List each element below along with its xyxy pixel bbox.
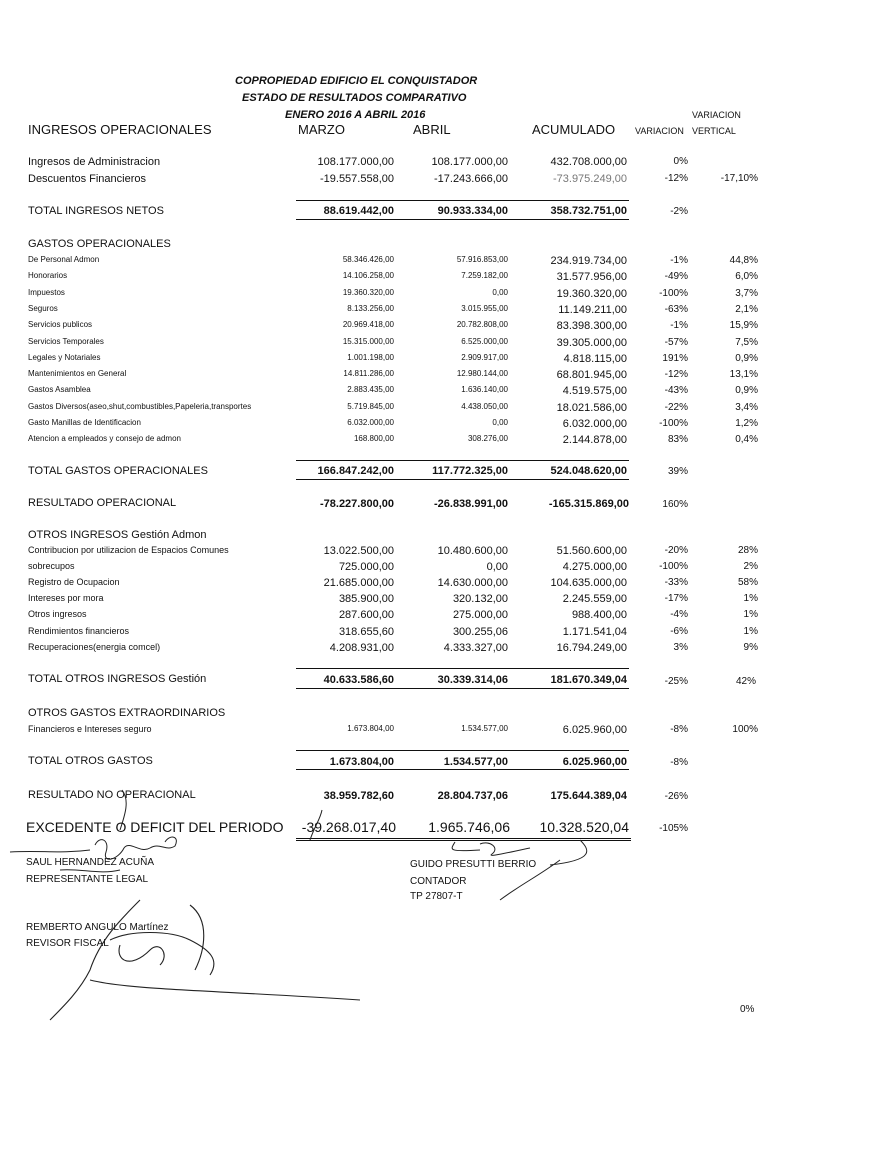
otros-gastos-row-acumulado: 6.025.960,00	[562, 724, 627, 736]
gastos-row-variacion: -49%	[664, 271, 688, 283]
variacion-top-label: VARIACION	[692, 110, 741, 120]
otros-ingresos-row-vertical: 58%	[737, 577, 758, 589]
otros-ingresos-row-acumulado: 51.560.600,00	[556, 545, 627, 557]
gastos-row-abril: 6.525.000,00	[461, 336, 508, 346]
total-ingresos-abril: 90.933.334,00	[437, 205, 508, 217]
footer-percentage: 0%	[740, 1004, 755, 1015]
otros-ingresos-row-acumulado: 16.794.249,00	[556, 641, 627, 654]
excedente-label: EXCEDENTE O DEFICIT DEL PERIODO	[26, 819, 284, 835]
gastos-row-marzo: 14.106.258,00	[342, 271, 394, 281]
report-title: ESTADO DE RESULTADOS COMPARATIVO	[242, 92, 467, 104]
gastos-row-marzo: 6.032.000,00	[347, 418, 394, 427]
resultado-no-op-acum: 175.644.389,04	[550, 790, 627, 802]
total-otros-ingresos-var: -25%	[664, 676, 688, 687]
gastos-row-acumulado: 39.305.000,00	[556, 336, 627, 349]
otros-gastos-row-marzo: 1.673.804,00	[347, 724, 394, 733]
otros-ingresos-row-vertical: 9%	[743, 641, 758, 653]
ingresos-row-acumulado: -73.975.249,00	[552, 173, 627, 185]
gastos-row-marzo: 5.719.845,00	[347, 401, 394, 411]
excedente-abril: 1.965.746,06	[428, 819, 510, 835]
otros-ingresos-row-vertical: 1%	[743, 593, 758, 605]
excedente-acum: 10.328.520,04	[539, 819, 629, 835]
excedente-marzo: -39.268.017,40	[301, 819, 396, 835]
otros-ingresos-row-variacion: -4%	[670, 609, 688, 621]
otros-ingresos-row-vertical: 2%	[743, 561, 758, 573]
gastos-row-label: Impuestos	[28, 287, 65, 297]
otros-gastos-row-variacion: -8%	[670, 724, 688, 735]
total-ingresos-label: TOTAL INGRESOS NETOS	[28, 205, 164, 217]
gastos-row-acumulado: 18.021.586,00	[556, 401, 627, 414]
gastos-row-label: Seguros	[28, 303, 58, 313]
otros-ingresos-row-variacion: -6%	[670, 625, 688, 637]
gastos-row-label: Mantenimientos en General	[28, 369, 127, 379]
gastos-row-abril: 20.782.808,00	[456, 320, 508, 330]
gastos-row-variacion: 191%	[662, 352, 688, 364]
rep-legal-name: SAUL HERNANDEZ ACUÑA	[26, 857, 154, 868]
section-otros-ingresos-title: OTROS INGRESOS Gestión Admon	[28, 529, 207, 541]
otros-ingresos-row-abril: 14.630.000,00	[437, 577, 508, 590]
gastos-row-marzo: 58.346.426,00	[342, 255, 394, 264]
otros-ingresos-row-acumulado: 104.635.000,00	[550, 577, 627, 590]
gastos-row-label: Atencion a empleados y consejo de admon	[28, 434, 181, 444]
ingresos-row-label: Ingresos de Administracion	[28, 156, 161, 168]
otros-ingresos-row-label: Registro de Ocupacion	[28, 577, 120, 588]
gastos-row-vertical: 1,2%	[735, 418, 758, 429]
gastos-row-vertical: 0,4%	[735, 434, 758, 446]
revisor-name: REMBERTO ANGULO Martínez	[26, 922, 169, 933]
otros-ingresos-row-variacion: -20%	[664, 545, 688, 556]
gastos-row-abril: 308.276,00	[467, 434, 508, 444]
total-ingresos-var: -2%	[670, 206, 688, 217]
section-otros-gastos-title: OTROS GASTOS EXTRAORDINARIOS	[28, 707, 226, 719]
otros-gastos-row-label: Financieros e Intereses seguro	[28, 724, 152, 734]
rep-legal-role: REPRESENTANTE LEGAL	[26, 874, 149, 885]
otros-ingresos-row-marzo: 385.900,00	[338, 593, 394, 606]
gastos-row-acumulado: 4.519.575,00	[562, 385, 627, 398]
otros-gastos-row-abril: 1.534.577,00	[461, 724, 508, 733]
gastos-row-variacion: 83%	[667, 434, 688, 446]
gastos-row-acumulado: 68.801.945,00	[556, 369, 627, 382]
gastos-row-vertical: 6,0%	[735, 271, 758, 283]
gastos-row-vertical: 44,8%	[729, 255, 758, 266]
otros-ingresos-row-variacion: -100%	[659, 561, 688, 573]
otros-ingresos-row-abril: 320.132,00	[452, 593, 508, 606]
ingresos-row-variacion: -12%	[664, 173, 688, 184]
total-ingresos-marzo: 88.619.442,00	[323, 205, 394, 217]
resultado-op-var: 160%	[662, 499, 688, 510]
otros-ingresos-row-marzo: 13.022.500,00	[323, 545, 394, 557]
ingresos-row-acumulado: 432.708.000,00	[550, 156, 627, 168]
gastos-row-vertical: 13,1%	[729, 369, 758, 381]
col-vertical: VERTICAL	[692, 126, 736, 136]
otros-ingresos-row-abril: 0,00	[486, 561, 508, 574]
otros-ingresos-row-variacion: 3%	[673, 641, 688, 653]
gastos-row-acumulado: 234.919.734,00	[550, 255, 627, 267]
total-otros-ingresos-abril: 30.339.314,06	[437, 674, 508, 686]
gastos-row-label: De Personal Admon	[28, 255, 100, 264]
gastos-row-variacion: -57%	[664, 336, 688, 348]
total-otros-ingresos-vert: 42%	[735, 676, 756, 687]
otros-ingresos-row-marzo: 725.000,00	[338, 561, 394, 574]
gastos-row-vertical: 15,9%	[729, 320, 758, 332]
gastos-row-marzo: 14.811.286,00	[343, 369, 394, 379]
otros-ingresos-row-vertical: 1%	[743, 625, 758, 637]
revisor-signature	[10, 880, 370, 1030]
contador-role: CONTADOR	[410, 876, 467, 887]
total-otros-ingresos-marzo: 40.633.586,60	[323, 674, 394, 686]
gastos-row-abril: 0,00	[492, 287, 508, 297]
section-ingresos-header: INGRESOS OPERACIONALES	[28, 122, 212, 137]
total-otros-gastos-label: TOTAL OTROS GASTOS	[28, 755, 153, 767]
otros-ingresos-row-marzo: 21.685.000,00	[323, 577, 394, 590]
gastos-row-acumulado: 6.032.000,00	[562, 418, 627, 430]
gastos-row-marzo: 19.360.320,00	[342, 287, 394, 297]
contador-signature	[420, 830, 620, 910]
ingresos-row-variacion: 0%	[673, 156, 688, 167]
otros-ingresos-row-marzo: 318.655,60	[338, 625, 394, 638]
gastos-row-marzo: 2.883.435,00	[347, 385, 394, 395]
resultado-op-acum: -165.315.869,00	[548, 498, 629, 510]
gastos-row-abril: 0,00	[492, 418, 508, 427]
ingresos-row-marzo: 108.177.000,00	[317, 156, 394, 168]
resultado-op-abril: -26.838.991,00	[433, 498, 508, 510]
total-otros-ingresos-label: TOTAL OTROS INGRESOS Gestión	[28, 673, 207, 685]
gastos-row-marzo: 20.969.418,00	[342, 320, 394, 330]
section-gastos-title: GASTOS OPERACIONALES	[28, 238, 171, 250]
gastos-row-marzo: 15.315.000,00	[342, 336, 394, 346]
gastos-row-acumulado: 2.144.878,00	[562, 434, 627, 447]
otros-ingresos-row-acumulado: 2.245.559,00	[562, 593, 627, 606]
gastos-row-acumulado: 31.577.956,00	[556, 271, 627, 284]
gastos-row-acumulado: 11.149.211,00	[558, 303, 627, 316]
total-gastos-acum: 524.048.620,00	[550, 465, 627, 477]
gastos-row-label: Gasto Manillas de Identificacion	[28, 418, 141, 427]
gastos-row-variacion: -63%	[664, 303, 688, 315]
gastos-row-vertical: 2,1%	[735, 303, 758, 315]
total-otros-gastos-abril: 1.534.577,00	[443, 756, 508, 768]
excedente-var: -105%	[659, 823, 688, 834]
col-abril: ABRIL	[413, 122, 451, 137]
gastos-row-label: Servicios publicos	[28, 320, 93, 330]
gastos-row-marzo: 168.800,00	[353, 434, 394, 444]
otros-ingresos-row-marzo: 287.600,00	[338, 609, 394, 622]
gastos-row-abril: 1.636.140,00	[461, 385, 508, 395]
total-gastos-abril: 117.772.325,00	[432, 465, 508, 477]
gastos-row-variacion: -22%	[664, 401, 688, 413]
gastos-row-marzo: 8.133.256,00	[347, 303, 394, 313]
total-otros-gastos-marzo: 1.673.804,00	[329, 756, 394, 768]
gastos-row-variacion: -12%	[664, 369, 688, 381]
otros-ingresos-row-abril: 10.480.600,00	[437, 545, 508, 557]
col-marzo: MARZO	[298, 122, 345, 137]
total-gastos-marzo: 166.847.242,00	[317, 465, 394, 477]
col-acumulado: ACUMULADO	[532, 122, 616, 137]
gastos-row-variacion: -100%	[659, 287, 688, 299]
gastos-row-label: Legales y Notariales	[28, 352, 101, 362]
otros-ingresos-row-label: Recuperaciones(energia comcel)	[28, 641, 161, 652]
ingresos-row-abril: -17.243.666,00	[433, 173, 508, 185]
otros-ingresos-row-label: Otros ingresos	[28, 609, 87, 620]
gastos-row-vertical: 0,9%	[735, 352, 758, 364]
gastos-row-abril: 2.909.917,00	[461, 352, 508, 362]
gastos-row-vertical: 3,4%	[735, 401, 758, 413]
gastos-row-vertical: 0,9%	[735, 385, 758, 397]
gastos-row-variacion: -1%	[670, 255, 688, 266]
total-gastos-label: TOTAL GASTOS OPERACIONALES	[28, 465, 208, 477]
otros-ingresos-row-acumulado: 4.275.000,00	[562, 561, 627, 574]
otros-ingresos-row-abril: 275.000,00	[452, 609, 508, 622]
otros-ingresos-row-abril: 300.255,06	[452, 625, 508, 638]
total-otros-gastos-var: -8%	[670, 757, 688, 768]
col-variacion: VARIACION	[635, 126, 684, 136]
otros-ingresos-row-marzo: 4.208.931,00	[329, 641, 394, 654]
gastos-row-variacion: -100%	[659, 418, 688, 429]
otros-ingresos-row-label: Intereses por mora	[28, 593, 104, 604]
gastos-row-vertical: 7,5%	[735, 336, 758, 348]
otros-ingresos-row-label: Contribucion por utilizacion de Espacios Comunes	[28, 545, 229, 555]
ingresos-row-label: Descuentos Financieros	[28, 173, 147, 185]
ingresos-row-vertical: -17,10%	[720, 173, 758, 184]
gastos-row-label: Gastos Diversos(aseo,shut,combustibles,Papeleria,transportes	[28, 401, 252, 411]
gastos-row-abril: 3.015.955,00	[461, 303, 508, 313]
resultado-no-op-label: RESULTADO NO OPERACIONAL	[28, 789, 196, 801]
otros-ingresos-row-acumulado: 1.171.541,04	[562, 625, 627, 638]
otros-gastos-row-vertical: 100%	[732, 724, 758, 735]
contador-tp: TP 27807-T	[410, 891, 463, 902]
resultado-op-marzo: -78.227.800,00	[319, 498, 394, 510]
resultado-no-op-abril: 28.804.737,06	[437, 790, 508, 802]
otros-ingresos-row-variacion: -33%	[664, 577, 688, 589]
gastos-row-label: Honorarios	[28, 271, 68, 281]
gastos-row-abril: 4.438.050,00	[461, 401, 508, 411]
gastos-row-label: Servicios Temporales	[28, 336, 104, 346]
gastos-row-acumulado: 83.398.300,00	[556, 320, 627, 333]
gastos-row-abril: 12.980.144,00	[456, 369, 508, 379]
gastos-row-abril: 7.259.182,00	[461, 271, 508, 281]
ingresos-row-marzo: -19.557.558,00	[319, 173, 394, 185]
gastos-row-acumulado: 19.360.320,00	[556, 287, 627, 300]
total-gastos-var: 39%	[667, 466, 688, 477]
resultado-no-op-marzo: 38.959.782,60	[323, 790, 394, 802]
resultado-op-label: RESULTADO OPERACIONAL	[28, 497, 177, 509]
gastos-row-label: Gastos Asamblea	[28, 385, 91, 395]
excedente-strike-scribble	[90, 780, 390, 840]
revisor-role: REVISOR FISCAL	[26, 938, 109, 949]
total-ingresos-acum: 358.732.751,00	[550, 205, 627, 217]
contador-name: GUIDO PRESUTTI BERRIO	[410, 859, 537, 870]
otros-ingresos-row-vertical: 1%	[743, 609, 758, 621]
otros-ingresos-row-label: sobrecupos	[28, 561, 75, 572]
gastos-row-abril: 57.916.853,00	[456, 255, 508, 264]
resultado-no-op-var: -26%	[664, 791, 688, 802]
otros-ingresos-row-acumulado: 988.400,00	[571, 609, 627, 622]
otros-ingresos-row-abril: 4.333.327,00	[443, 641, 508, 654]
gastos-row-acumulado: 4.818.115,00	[563, 352, 627, 365]
otros-ingresos-row-label: Rendimientos financieros	[28, 625, 130, 636]
gastos-row-variacion: -43%	[664, 385, 688, 397]
ingresos-row-abril: 108.177.000,00	[431, 156, 508, 168]
otros-ingresos-row-variacion: -17%	[664, 593, 688, 605]
gastos-row-vertical: 3,7%	[735, 287, 758, 299]
gastos-row-marzo: 1.001.198,00	[347, 352, 394, 362]
report-period: ENERO 2016 A ABRIL 2016	[285, 109, 426, 121]
total-otros-ingresos-acum: 181.670.349,04	[550, 674, 627, 686]
gastos-row-variacion: -1%	[670, 320, 688, 332]
otros-ingresos-row-vertical: 28%	[737, 545, 758, 556]
total-otros-gastos-acum: 6.025.960,00	[562, 756, 627, 768]
company-title: COPROPIEDAD EDIFICIO EL CONQUISTADOR	[235, 75, 478, 87]
